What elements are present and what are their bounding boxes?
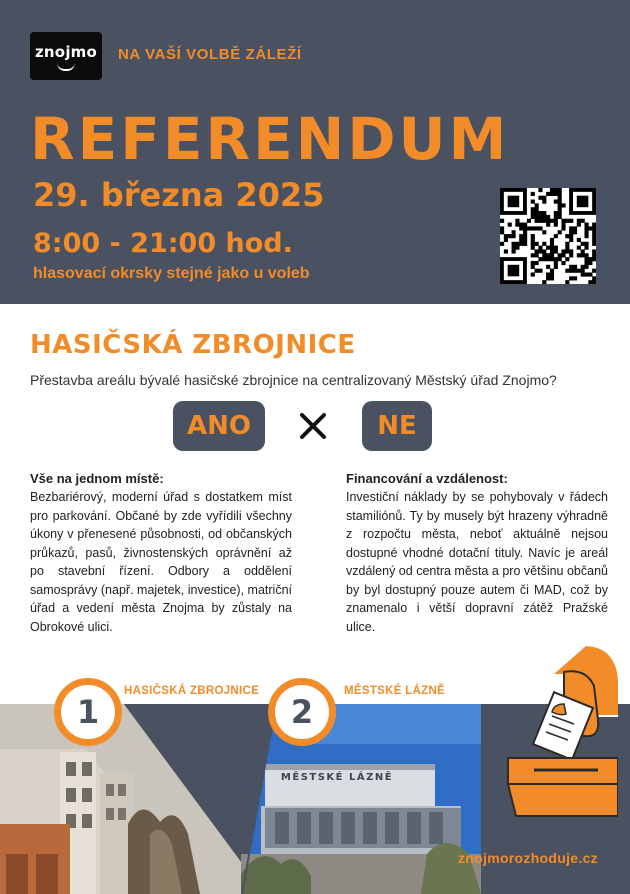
referendum-question: Přestavba areálu bývalé hasičské zbrojnice na centralizovaný Městský úřad Znojmo? bbox=[30, 372, 557, 388]
znojmo-logo bbox=[30, 32, 102, 80]
option-2-label: MĚSTSKÉ LÁZNĚ bbox=[344, 685, 446, 697]
website-link[interactable]: znojmorozhoduje.cz bbox=[458, 850, 598, 866]
argument-contra bbox=[346, 470, 608, 636]
argument-pro bbox=[30, 470, 292, 636]
voting-hours: 8:00 - 21:00 hod. bbox=[33, 228, 293, 259]
option-2-number-badge: 2 bbox=[268, 678, 336, 746]
argument-contra-text: Investiční náklady by se pohybovaly v řádech stamiliónů. Ty by musely být hrazeny výhradně z rozpočtu města, neboť aktuálně nejsou dostupné vhodné dotační tituly. Navíc je areál vzdálený od centra města a pro většinu občanů by byl dostupný pouze autem či MAD, což by znamenalo i větší dopravní zátěž Pražské ulice. bbox=[346, 490, 608, 634]
logo-smile-icon bbox=[57, 63, 75, 71]
cross-icon bbox=[298, 411, 328, 441]
no-option: NE bbox=[362, 401, 432, 451]
voting-districts-note: hlasovací okrsky stejné jako u voleb bbox=[33, 265, 310, 282]
referendum-topic: HASIČSKÁ ZBROJNICE bbox=[30, 330, 356, 360]
option-1-number-badge: 1 bbox=[54, 678, 122, 746]
argument-pro-text: Bezbariérový, moderní úřad s dostatkem míst pro parkování. Občané by zde vyřídili všechny úkony v přenesené působnosti, od občanských průkazů, pasů, živnostenských oprávnění až po stavební řízení. Odbory a oddělení samosprávy (např. majetek, investice), matriční úřad a vedení města Znojma by zůstaly na Obrokové ulici. bbox=[30, 490, 292, 634]
headline: REFERENDUM bbox=[30, 105, 510, 173]
argument-pro-title: Vše na jednom místě: bbox=[30, 471, 164, 486]
logo-text: znojmo bbox=[35, 43, 97, 61]
tagline: NA VAŠÍ VOLBĚ ZÁLEŽÍ bbox=[118, 46, 302, 63]
fire-station-photo bbox=[0, 704, 265, 894]
baths-sign-text: MĚSTSKÉ LÁZNĚ bbox=[280, 772, 394, 783]
ballot-box-icon bbox=[494, 646, 618, 826]
qr-code-graphic bbox=[500, 188, 596, 284]
qr-code[interactable] bbox=[500, 188, 596, 284]
argument-contra-title: Financování a vzdálenost: bbox=[346, 471, 508, 486]
referendum-date: 29. března 2025 bbox=[33, 176, 325, 214]
yes-option: ANO bbox=[173, 401, 265, 451]
option-1-label: HASIČSKÁ ZBROJNICE bbox=[124, 685, 260, 697]
